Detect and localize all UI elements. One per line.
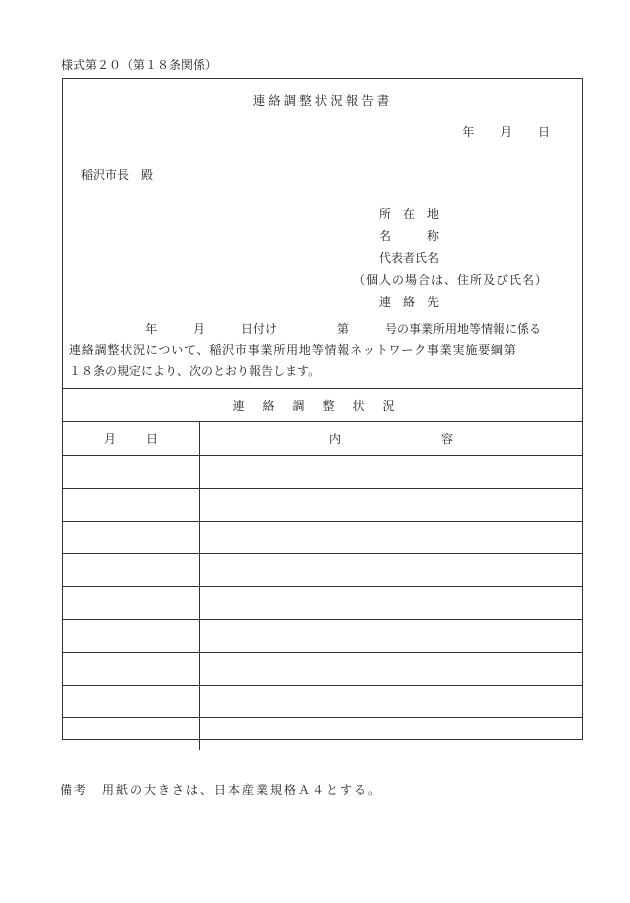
body-line-2: 連絡調整状況について、稲沢市事業所用地等情報ネットワーク事業実施要綱第 xyxy=(69,343,517,357)
reporter-name-label: 名 称 xyxy=(379,229,440,243)
table-row[interactable] xyxy=(63,653,582,686)
column-date-label: 月日 xyxy=(103,432,188,446)
row-date-cell[interactable] xyxy=(63,620,200,652)
status-table xyxy=(63,388,582,750)
row-content-cell[interactable] xyxy=(200,620,582,652)
row-date-cell[interactable] xyxy=(63,522,200,554)
table-row[interactable] xyxy=(63,718,582,750)
row-content-cell[interactable] xyxy=(200,456,582,488)
reporter-individual-note: （個人の場合は、住所及び氏名） xyxy=(353,273,549,287)
reporter-info xyxy=(353,207,548,317)
table-row[interactable] xyxy=(63,489,582,522)
row-content-cell[interactable] xyxy=(200,489,582,521)
reporter-address-label: 所 在 地 xyxy=(379,207,440,221)
table-row[interactable] xyxy=(63,456,582,489)
row-content-cell[interactable] xyxy=(200,686,582,718)
report-date xyxy=(440,123,550,140)
column-content-header xyxy=(200,422,582,455)
remark-note: 備考 用紙の大きさは、日本産業規格Ａ４とする。 xyxy=(60,783,383,797)
report-body xyxy=(69,319,576,382)
body-line-3: １８条の規定により、次のとおり報告します。 xyxy=(69,364,321,378)
table-heading-text: 連絡調整状況 xyxy=(232,398,413,413)
table-heading xyxy=(63,389,582,422)
table-row[interactable] xyxy=(63,620,582,653)
table-row[interactable] xyxy=(63,554,582,587)
reporter-contact-label: 連 絡 先 xyxy=(379,295,440,309)
row-content-cell[interactable] xyxy=(200,718,582,750)
body-line-1: 年 月 日付け 第 号の事業所用地等情報に係る xyxy=(145,322,542,336)
row-content-cell[interactable] xyxy=(200,653,582,685)
date-month: 月 xyxy=(500,125,513,139)
table-row[interactable] xyxy=(63,522,582,555)
row-date-cell[interactable] xyxy=(63,653,200,685)
addressee: 稲沢市長 殿 xyxy=(81,168,154,182)
form-number: 様式第２０（第１８条関係） xyxy=(61,58,218,72)
table-row[interactable] xyxy=(63,686,582,719)
table-body xyxy=(63,456,582,750)
row-date-cell[interactable] xyxy=(63,587,200,619)
row-content-cell[interactable] xyxy=(200,587,582,619)
row-date-cell[interactable] xyxy=(63,456,200,488)
column-date-header xyxy=(63,422,200,455)
row-date-cell[interactable] xyxy=(63,718,200,750)
table-column-header xyxy=(63,422,582,456)
row-date-cell[interactable] xyxy=(63,554,200,586)
row-content-cell[interactable] xyxy=(200,554,582,586)
report-form xyxy=(62,78,583,740)
date-year: 年 xyxy=(462,125,475,139)
row-date-cell[interactable] xyxy=(63,489,200,521)
column-content-label: 内容 xyxy=(328,432,553,446)
reporter-representative-label: 代表者氏名 xyxy=(379,251,440,265)
table-row[interactable] xyxy=(63,587,582,620)
date-day: 日 xyxy=(537,125,550,139)
row-date-cell[interactable] xyxy=(63,686,200,718)
document-title: 連絡調整状況報告書 xyxy=(252,93,393,108)
row-content-cell[interactable] xyxy=(200,522,582,554)
